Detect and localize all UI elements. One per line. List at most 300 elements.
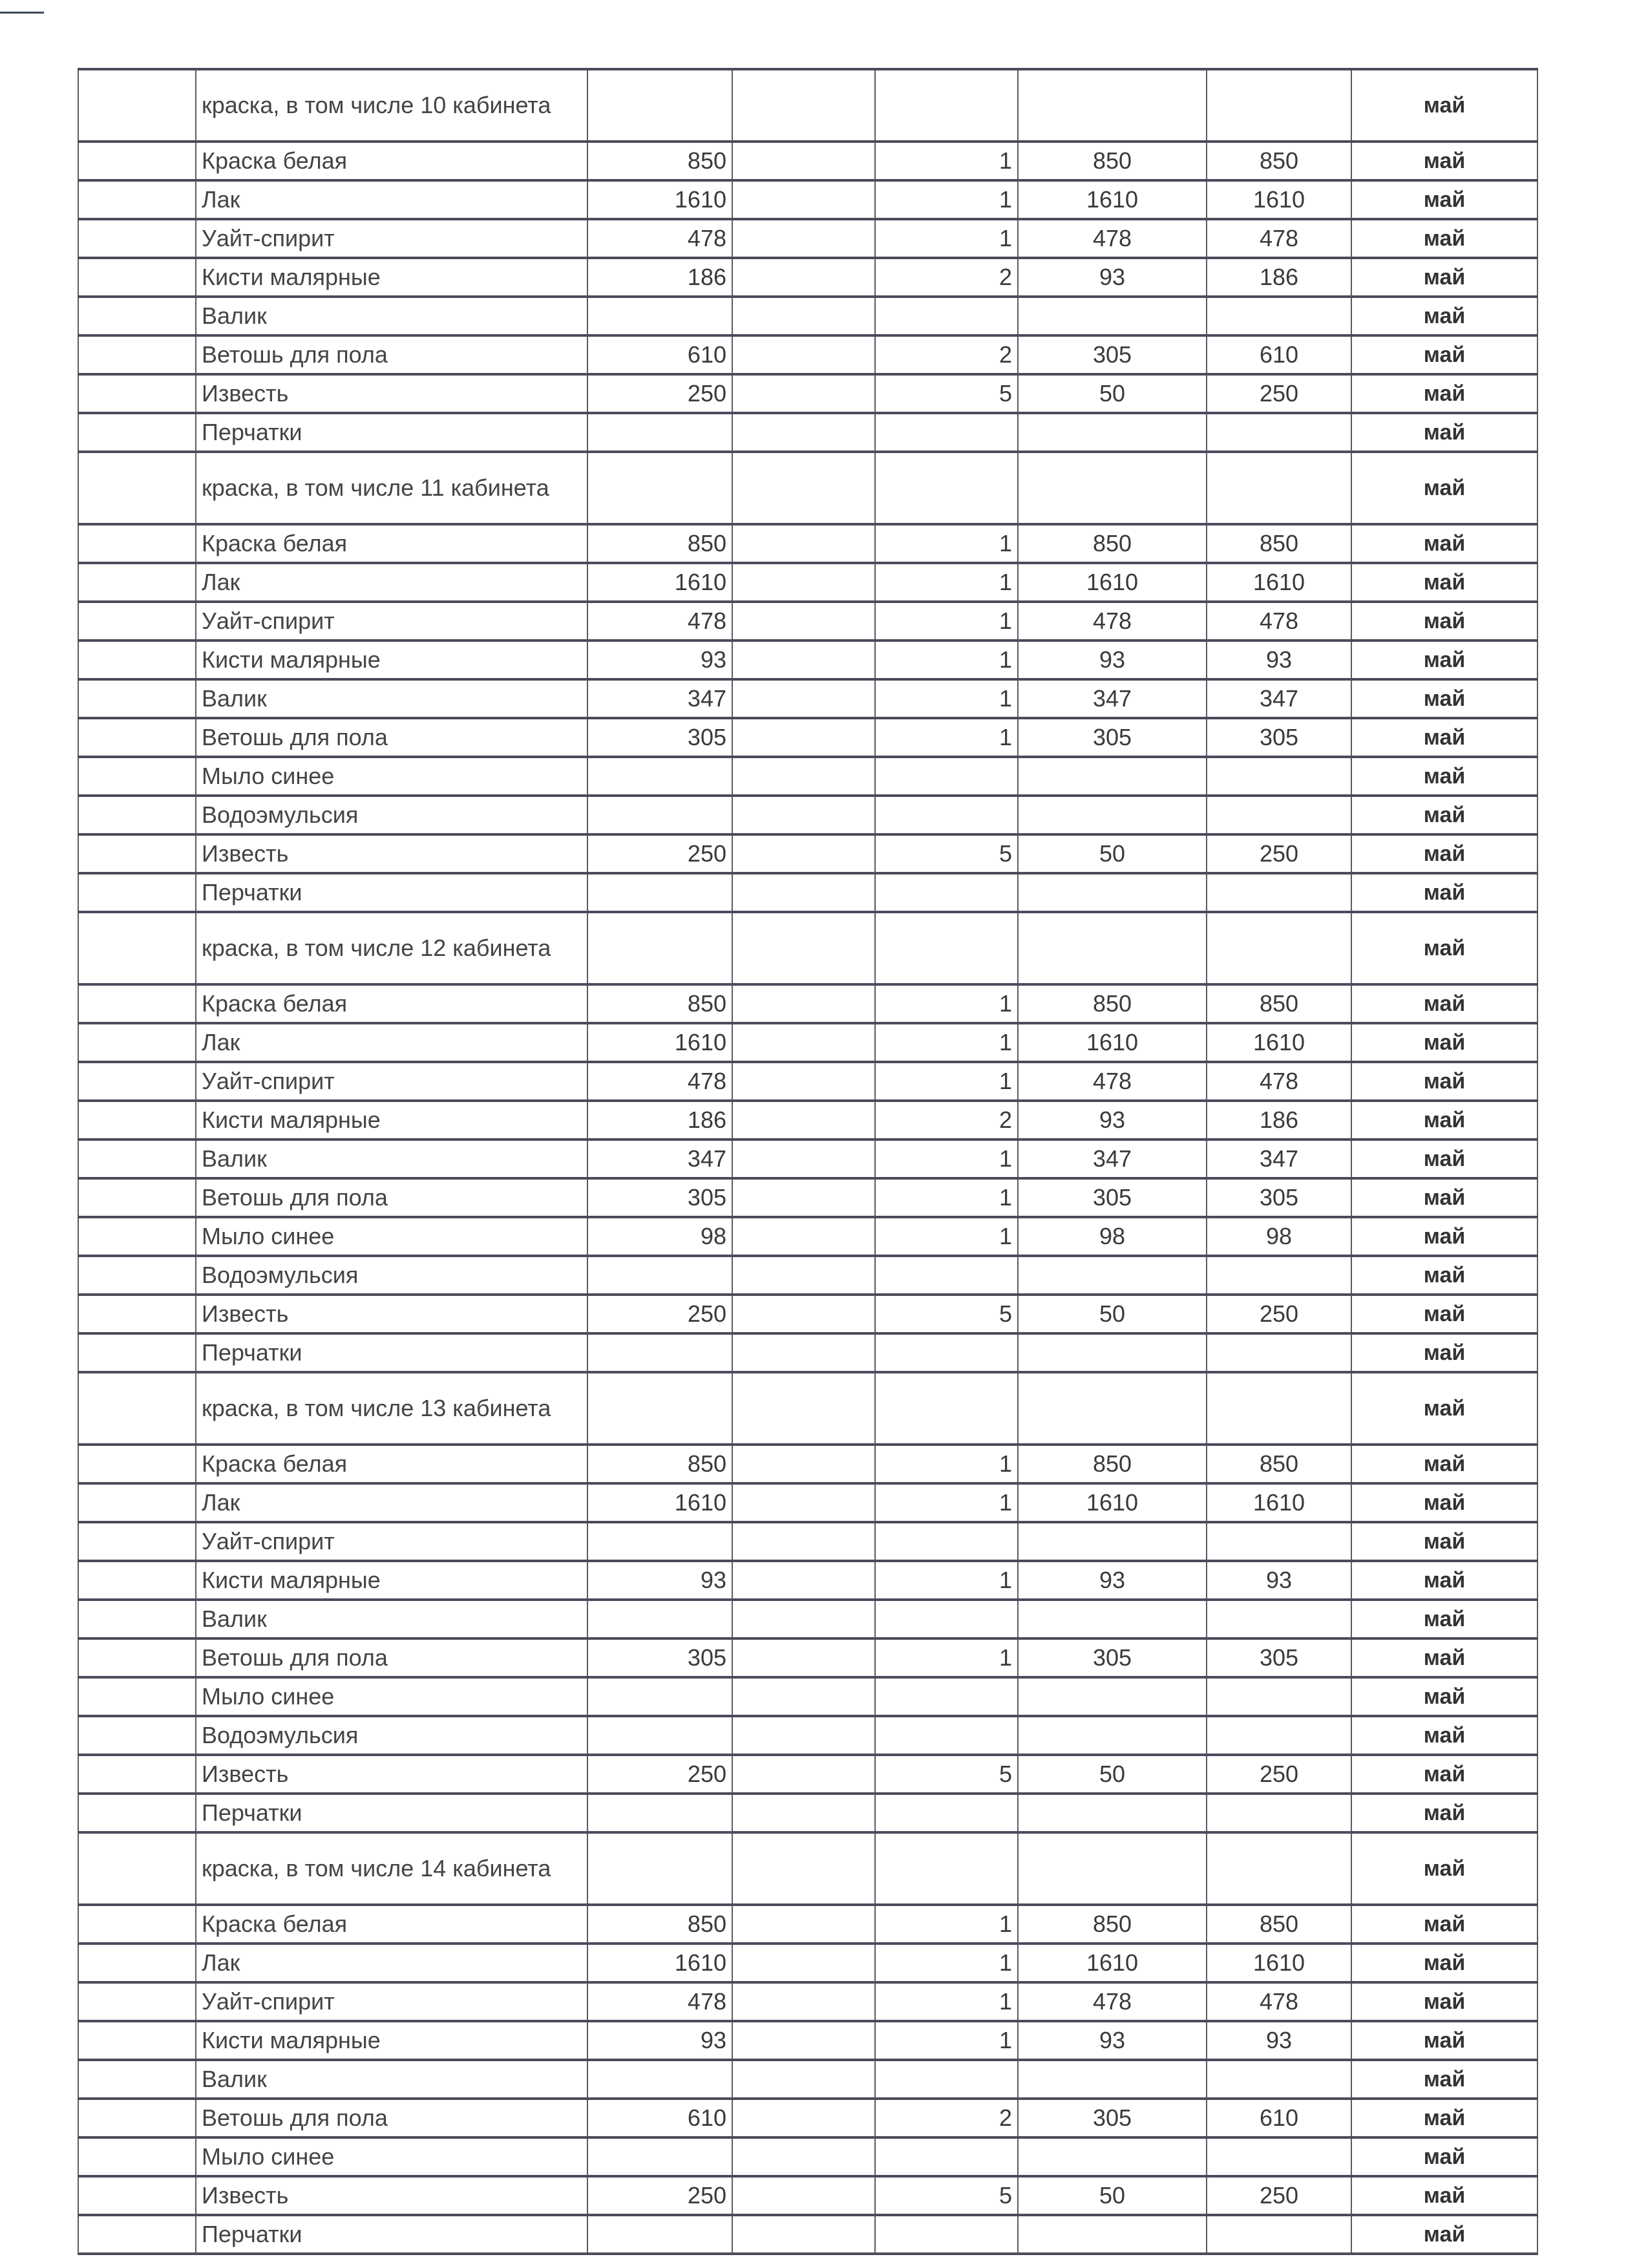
section-header-row — [78, 452, 1537, 524]
table-row — [78, 679, 1537, 718]
month-cell: май — [1351, 2176, 1537, 2215]
sum-cell: 850 — [587, 142, 732, 180]
section-header-row — [78, 1372, 1537, 1445]
quantity-cell: 5 — [875, 1755, 1018, 1794]
sum-cell — [587, 1600, 732, 1638]
quantity-cell: 2 — [875, 258, 1018, 297]
extra-cell — [732, 1677, 875, 1716]
month-cell: май — [1351, 1600, 1537, 1638]
empty-cell — [587, 1832, 732, 1905]
table-row — [78, 1944, 1537, 1982]
quantity-cell — [875, 1677, 1018, 1716]
sum-cell: 850 — [587, 524, 732, 563]
month-cell: май — [1351, 834, 1537, 873]
empty-cell — [587, 1372, 732, 1445]
unit-price-cell — [1018, 1716, 1207, 1755]
month-cell: май — [1351, 984, 1537, 1023]
total-cell: 850 — [1207, 984, 1351, 1023]
unit-price-cell: 305 — [1018, 1638, 1207, 1677]
unit-price-cell — [1018, 1677, 1207, 1716]
unit-price-cell — [1018, 1794, 1207, 1832]
materials-table-body — [78, 69, 1537, 2254]
table-row — [78, 1561, 1537, 1600]
sum-cell: 250 — [587, 834, 732, 873]
row-number-cell — [78, 757, 196, 796]
extra-cell — [732, 1178, 875, 1217]
empty-cell — [1018, 1372, 1207, 1445]
table-row — [78, 297, 1537, 335]
table-row — [78, 258, 1537, 297]
extra-cell — [732, 796, 875, 834]
table-row — [78, 641, 1537, 679]
total-cell: 478 — [1207, 219, 1351, 258]
row-number-cell — [78, 1600, 196, 1638]
total-cell — [1207, 2137, 1351, 2176]
unit-price-cell — [1018, 413, 1207, 452]
row-number-cell — [78, 1944, 196, 1982]
empty-cell — [1207, 452, 1351, 524]
unit-price-cell: 50 — [1018, 834, 1207, 873]
unit-price-cell: 1610 — [1018, 180, 1207, 219]
sum-cell — [587, 1794, 732, 1832]
extra-cell — [732, 413, 875, 452]
month-cell: май — [1351, 563, 1537, 602]
unit-price-cell: 98 — [1018, 1217, 1207, 1256]
unit-price-cell: 93 — [1018, 2021, 1207, 2060]
total-cell: 186 — [1207, 258, 1351, 297]
sum-cell — [587, 796, 732, 834]
row-number-cell — [78, 335, 196, 374]
table-row — [78, 1755, 1537, 1794]
unit-price-cell: 1610 — [1018, 1023, 1207, 1062]
unit-price-cell: 850 — [1018, 524, 1207, 563]
table-row — [78, 2215, 1537, 2254]
unit-price-cell: 478 — [1018, 219, 1207, 258]
sum-cell: 1610 — [587, 1023, 732, 1062]
table-row — [78, 563, 1537, 602]
extra-cell — [732, 1445, 875, 1483]
quantity-cell — [875, 1256, 1018, 1295]
table-row — [78, 180, 1537, 219]
table-row — [78, 1178, 1537, 1217]
extra-cell — [732, 2060, 875, 2099]
month-cell: май — [1351, 1905, 1537, 1944]
extra-cell — [732, 602, 875, 641]
section-title: краска, в том числе 11 кабинета — [196, 452, 587, 524]
row-number-cell — [78, 2137, 196, 2176]
table-row — [78, 834, 1537, 873]
quantity-cell: 1 — [875, 1982, 1018, 2021]
extra-cell — [732, 219, 875, 258]
extra-cell — [732, 335, 875, 374]
unit-price-cell: 305 — [1018, 1178, 1207, 1217]
table-row — [78, 873, 1537, 912]
item-name-cell: Валик — [196, 1600, 587, 1638]
empty-cell — [875, 912, 1018, 984]
quantity-cell: 1 — [875, 1561, 1018, 1600]
table-row — [78, 1445, 1537, 1483]
item-name-cell: Уайт-спирит — [196, 1062, 587, 1101]
item-name-cell: Перчатки — [196, 1333, 587, 1372]
total-cell: 305 — [1207, 1178, 1351, 1217]
item-name-cell: Уайт-спирит — [196, 1522, 587, 1561]
unit-price-cell — [1018, 297, 1207, 335]
item-name-cell: Краска белая — [196, 1905, 587, 1944]
extra-cell — [732, 2021, 875, 2060]
item-name-cell: Известь — [196, 1295, 587, 1333]
total-cell: 347 — [1207, 1139, 1351, 1178]
quantity-cell: 1 — [875, 1638, 1018, 1677]
month-cell: май — [1351, 524, 1537, 563]
item-name-cell: Валик — [196, 1139, 587, 1178]
month-cell: май — [1351, 413, 1537, 452]
extra-cell — [732, 1295, 875, 1333]
month-cell: май — [1351, 1483, 1537, 1522]
sum-cell: 305 — [587, 1638, 732, 1677]
table-row — [78, 413, 1537, 452]
quantity-cell — [875, 1716, 1018, 1755]
month-cell: май — [1351, 180, 1537, 219]
extra-cell — [732, 258, 875, 297]
total-cell: 610 — [1207, 2099, 1351, 2137]
quantity-cell — [875, 796, 1018, 834]
extra-cell — [732, 2137, 875, 2176]
item-name-cell: Водоэмульсия — [196, 1256, 587, 1295]
extra-cell — [732, 1982, 875, 2021]
item-name-cell: Водоэмульсия — [196, 796, 587, 834]
extra-cell — [732, 757, 875, 796]
item-name-cell: Валик — [196, 297, 587, 335]
unit-price-cell — [1018, 796, 1207, 834]
month-cell: май — [1351, 757, 1537, 796]
total-cell: 1610 — [1207, 1023, 1351, 1062]
row-number-cell — [78, 912, 196, 984]
month-cell: май — [1351, 1217, 1537, 1256]
empty-cell — [732, 1372, 875, 1445]
row-number-cell — [78, 1755, 196, 1794]
item-name-cell: Лак — [196, 563, 587, 602]
table-row — [78, 984, 1537, 1023]
unit-price-cell: 478 — [1018, 1062, 1207, 1101]
total-cell: 305 — [1207, 1638, 1351, 1677]
unit-price-cell: 850 — [1018, 1445, 1207, 1483]
total-cell — [1207, 297, 1351, 335]
month-cell: май — [1351, 1561, 1537, 1600]
empty-cell — [1207, 1832, 1351, 1905]
unit-price-cell: 50 — [1018, 1755, 1207, 1794]
month-cell: май — [1351, 1023, 1537, 1062]
item-name-cell: Ветошь для пола — [196, 1178, 587, 1217]
item-name-cell: Мыло синее — [196, 1217, 587, 1256]
extra-cell — [732, 1638, 875, 1677]
row-number-cell — [78, 1982, 196, 2021]
row-number-cell — [78, 1716, 196, 1755]
table-row — [78, 796, 1537, 834]
extra-cell — [732, 374, 875, 413]
quantity-cell: 1 — [875, 641, 1018, 679]
quantity-cell: 1 — [875, 984, 1018, 1023]
row-number-cell — [78, 1178, 196, 1217]
quantity-cell — [875, 757, 1018, 796]
row-number-cell — [78, 524, 196, 563]
total-cell — [1207, 413, 1351, 452]
total-cell — [1207, 757, 1351, 796]
quantity-cell — [875, 1333, 1018, 1372]
item-name-cell: Краска белая — [196, 984, 587, 1023]
item-name-cell: Уайт-спирит — [196, 1982, 587, 2021]
month-cell: май — [1351, 1944, 1537, 1982]
unit-price-cell — [1018, 1522, 1207, 1561]
sum-cell: 250 — [587, 1755, 732, 1794]
row-number-cell — [78, 2215, 196, 2254]
table-row — [78, 1905, 1537, 1944]
total-cell: 478 — [1207, 602, 1351, 641]
table-row — [78, 2021, 1537, 2060]
month-cell: май — [1351, 679, 1537, 718]
total-cell: 478 — [1207, 1062, 1351, 1101]
row-number-cell — [78, 796, 196, 834]
scan-corner-mark — [0, 12, 44, 14]
section-title: краска, в том числе 14 кабинета — [196, 1832, 587, 1905]
unit-price-cell: 50 — [1018, 2176, 1207, 2215]
month-cell: май — [1351, 1178, 1537, 1217]
unit-price-cell: 347 — [1018, 679, 1207, 718]
total-cell — [1207, 2060, 1351, 2099]
unit-price-cell — [1018, 2060, 1207, 2099]
unit-price-cell — [1018, 873, 1207, 912]
sum-cell: 186 — [587, 258, 732, 297]
sum-cell: 305 — [587, 718, 732, 757]
row-number-cell — [78, 374, 196, 413]
extra-cell — [732, 984, 875, 1023]
quantity-cell — [875, 2215, 1018, 2254]
total-cell: 93 — [1207, 2021, 1351, 2060]
extra-cell — [732, 1561, 875, 1600]
item-name-cell: Перчатки — [196, 2215, 587, 2254]
row-number-cell — [78, 1372, 196, 1445]
row-number-cell — [78, 718, 196, 757]
table-row — [78, 1716, 1537, 1755]
row-number-cell — [78, 413, 196, 452]
section-title: краска, в том числе 10 кабинета — [196, 69, 587, 142]
item-name-cell: Краска белая — [196, 1445, 587, 1483]
quantity-cell: 2 — [875, 1101, 1018, 1139]
total-cell: 850 — [1207, 1445, 1351, 1483]
unit-price-cell — [1018, 2137, 1207, 2176]
extra-cell — [732, 1101, 875, 1139]
month-cell: май — [1351, 1755, 1537, 1794]
table-row — [78, 1101, 1537, 1139]
item-name-cell: Кисти малярные — [196, 2021, 587, 2060]
sum-cell — [587, 1256, 732, 1295]
total-cell: 1610 — [1207, 1483, 1351, 1522]
row-number-cell — [78, 1023, 196, 1062]
row-number-cell — [78, 2060, 196, 2099]
item-name-cell: Лак — [196, 1483, 587, 1522]
total-cell: 850 — [1207, 142, 1351, 180]
item-name-cell: Уайт-спирит — [196, 602, 587, 641]
total-cell: 347 — [1207, 679, 1351, 718]
quantity-cell: 1 — [875, 1944, 1018, 1982]
table-row — [78, 374, 1537, 413]
item-name-cell: Мыло синее — [196, 2137, 587, 2176]
item-name-cell: Ветошь для пола — [196, 2099, 587, 2137]
unit-price-cell: 305 — [1018, 2099, 1207, 2137]
extra-cell — [732, 1755, 875, 1794]
unit-price-cell: 850 — [1018, 1905, 1207, 1944]
total-cell: 250 — [1207, 834, 1351, 873]
unit-price-cell — [1018, 1600, 1207, 1638]
item-name-cell: Ветошь для пола — [196, 1638, 587, 1677]
unit-price-cell: 50 — [1018, 374, 1207, 413]
row-number-cell — [78, 1217, 196, 1256]
row-number-cell — [78, 1101, 196, 1139]
item-name-cell: Кисти малярные — [196, 641, 587, 679]
month-cell: май — [1351, 335, 1537, 374]
item-name-cell: Лак — [196, 1944, 587, 1982]
row-number-cell — [78, 834, 196, 873]
row-number-cell — [78, 1561, 196, 1600]
extra-cell — [732, 718, 875, 757]
sum-cell — [587, 873, 732, 912]
item-name-cell: Лак — [196, 180, 587, 219]
extra-cell — [732, 1256, 875, 1295]
row-number-cell — [78, 1445, 196, 1483]
total-cell — [1207, 796, 1351, 834]
sum-cell — [587, 297, 732, 335]
row-number-cell — [78, 1677, 196, 1716]
total-cell — [1207, 1716, 1351, 1755]
sum-cell: 850 — [587, 984, 732, 1023]
month-cell: май — [1351, 796, 1537, 834]
sum-cell — [587, 2060, 732, 2099]
quantity-cell: 1 — [875, 1905, 1018, 1944]
sum-cell: 850 — [587, 1445, 732, 1483]
quantity-cell: 5 — [875, 1295, 1018, 1333]
total-cell: 1610 — [1207, 563, 1351, 602]
sum-cell — [587, 1677, 732, 1716]
unit-price-cell: 50 — [1018, 1295, 1207, 1333]
sum-cell: 305 — [587, 1178, 732, 1217]
table-row — [78, 1982, 1537, 2021]
item-name-cell: Валик — [196, 2060, 587, 2099]
sum-cell: 186 — [587, 1101, 732, 1139]
sum-cell: 1610 — [587, 180, 732, 219]
empty-cell — [732, 1832, 875, 1905]
item-name-cell: Ветошь для пола — [196, 335, 587, 374]
sum-cell: 250 — [587, 374, 732, 413]
row-number-cell — [78, 1794, 196, 1832]
extra-cell — [732, 641, 875, 679]
extra-cell — [732, 1217, 875, 1256]
month-cell: май — [1351, 1139, 1537, 1178]
quantity-cell: 1 — [875, 2021, 1018, 2060]
unit-price-cell: 850 — [1018, 142, 1207, 180]
extra-cell — [732, 1062, 875, 1101]
unit-price-cell: 93 — [1018, 641, 1207, 679]
extra-cell — [732, 1794, 875, 1832]
item-name-cell: Ветошь для пола — [196, 718, 587, 757]
empty-cell — [732, 69, 875, 142]
sum-cell: 347 — [587, 679, 732, 718]
table-row — [78, 1333, 1537, 1372]
quantity-cell: 2 — [875, 2099, 1018, 2137]
unit-price-cell: 93 — [1018, 1561, 1207, 1600]
sum-cell — [587, 2215, 732, 2254]
quantity-cell — [875, 1600, 1018, 1638]
empty-cell — [732, 452, 875, 524]
table-row — [78, 1217, 1537, 1256]
row-number-cell — [78, 452, 196, 524]
table-row — [78, 2176, 1537, 2215]
row-number-cell — [78, 1832, 196, 1905]
quantity-cell: 5 — [875, 374, 1018, 413]
sum-cell: 93 — [587, 2021, 732, 2060]
sum-cell: 478 — [587, 602, 732, 641]
quantity-cell: 1 — [875, 1139, 1018, 1178]
table-row — [78, 142, 1537, 180]
total-cell: 305 — [1207, 718, 1351, 757]
total-cell — [1207, 1794, 1351, 1832]
table-row — [78, 1062, 1537, 1101]
total-cell — [1207, 1333, 1351, 1372]
month-cell: май — [1351, 219, 1537, 258]
row-number-cell — [78, 1522, 196, 1561]
row-number-cell — [78, 641, 196, 679]
month-cell: май — [1351, 452, 1537, 524]
row-number-cell — [78, 1139, 196, 1178]
sum-cell: 478 — [587, 1982, 732, 2021]
quantity-cell: 1 — [875, 602, 1018, 641]
row-number-cell — [78, 2176, 196, 2215]
quantity-cell — [875, 1794, 1018, 1832]
sum-cell — [587, 757, 732, 796]
month-cell: май — [1351, 2099, 1537, 2137]
table-row — [78, 1483, 1537, 1522]
extra-cell — [732, 563, 875, 602]
quantity-cell: 5 — [875, 2176, 1018, 2215]
extra-cell — [732, 1483, 875, 1522]
total-cell: 1610 — [1207, 1944, 1351, 1982]
total-cell: 186 — [1207, 1101, 1351, 1139]
month-cell: май — [1351, 69, 1537, 142]
row-number-cell — [78, 1256, 196, 1295]
quantity-cell — [875, 297, 1018, 335]
month-cell: май — [1351, 1982, 1537, 2021]
table-row — [78, 335, 1537, 374]
extra-cell — [732, 1716, 875, 1755]
total-cell: 250 — [1207, 2176, 1351, 2215]
total-cell: 93 — [1207, 641, 1351, 679]
row-number-cell — [78, 1483, 196, 1522]
extra-cell — [732, 524, 875, 563]
item-name-cell: Лак — [196, 1023, 587, 1062]
month-cell: май — [1351, 2215, 1537, 2254]
extra-cell — [732, 1944, 875, 1982]
quantity-cell: 1 — [875, 180, 1018, 219]
item-name-cell: Кисти малярные — [196, 1101, 587, 1139]
month-cell: май — [1351, 1716, 1537, 1755]
month-cell: май — [1351, 2021, 1537, 2060]
extra-cell — [732, 2176, 875, 2215]
quantity-cell: 1 — [875, 524, 1018, 563]
month-cell: май — [1351, 1295, 1537, 1333]
sum-cell: 250 — [587, 2176, 732, 2215]
row-number-cell — [78, 258, 196, 297]
extra-cell — [732, 873, 875, 912]
item-name-cell: Мыло синее — [196, 1677, 587, 1716]
quantity-cell — [875, 873, 1018, 912]
